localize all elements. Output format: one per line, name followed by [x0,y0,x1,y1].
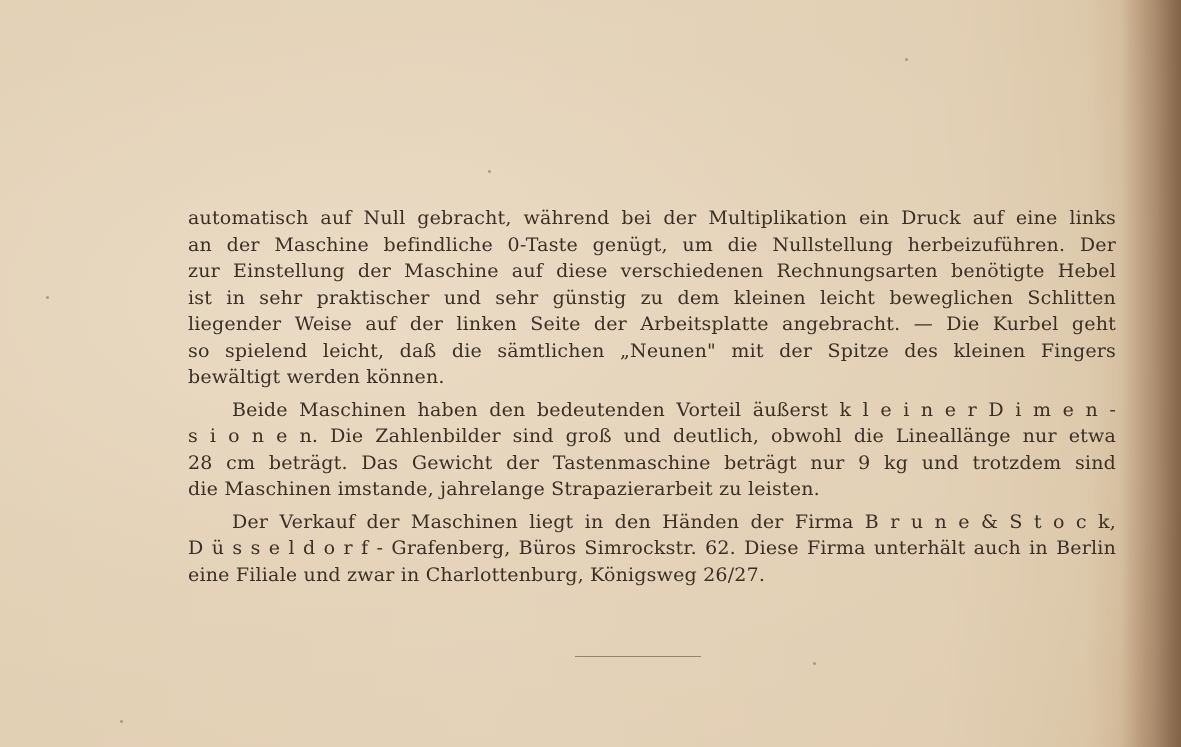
section-divider [575,656,701,657]
text-line: Beide Maschinen haben den bedeutenden Vorteil äußerst k l e i n e r D i m e n - [232,398,1116,421]
paragraph-1 [188,205,1116,391]
paper-speck [905,58,908,61]
page-spine-shadow [1121,0,1181,747]
body-text [188,205,1116,594]
text-line: die Maschinen imstande, jahrelange Strapazierarbeit zu leisten. [188,478,820,500]
text-line: ist in sehr praktischer und sehr günstig zu dem kleinen leicht beweglichen Schlitten [188,286,1116,309]
text-line: automatisch auf Null gebracht, während bei der Multiplikation ein Druck auf eine links [188,207,1116,229]
paper-speck [813,662,816,665]
paragraph-2 [188,397,1116,503]
text-line: liegender Weise auf der linken Seite der Arbeitsplatte angebracht. — Die Kurbel geht [188,313,1116,335]
text-line: Der Verkauf der Maschinen liegt in den Händen der Firma B r u n e & S t o c k, [232,510,1116,533]
text-line: D ü s s e l d o r f - Grafenberg, Büros Simrockstr. 62. Diese Firma unterhält auch in Berlin [188,537,1116,559]
paper-speck [46,296,49,299]
text-line: an der Maschine befindliche 0-Taste genügt, um die Nullstellung herbeizuführen. Der [188,233,1116,256]
text-line: bewältigt werden können. [188,366,445,388]
paper-speck [488,170,491,173]
text-line: 28 cm beträgt. Das Gewicht der Tastenmaschine beträgt nur 9 kg und trotzdem sind [188,451,1116,474]
paper-speck [120,720,123,723]
text-line: zur Einstellung der Maschine auf diese verschiedenen Rechnungsarten benötigte Hebel [188,260,1116,282]
text-line: eine Filiale und zwar in Charlottenburg, Königsweg 26/27. [188,563,766,586]
text-line: so spielend leicht, daß die sämtlichen „Neunen" mit der Spitze des kleinen Fingers [188,339,1116,362]
text-line: s i o n e n. Die Zahlenbilder sind groß und deutlich, obwohl die Lineallänge nur etwa [188,425,1116,447]
paragraph-3 [188,509,1116,589]
